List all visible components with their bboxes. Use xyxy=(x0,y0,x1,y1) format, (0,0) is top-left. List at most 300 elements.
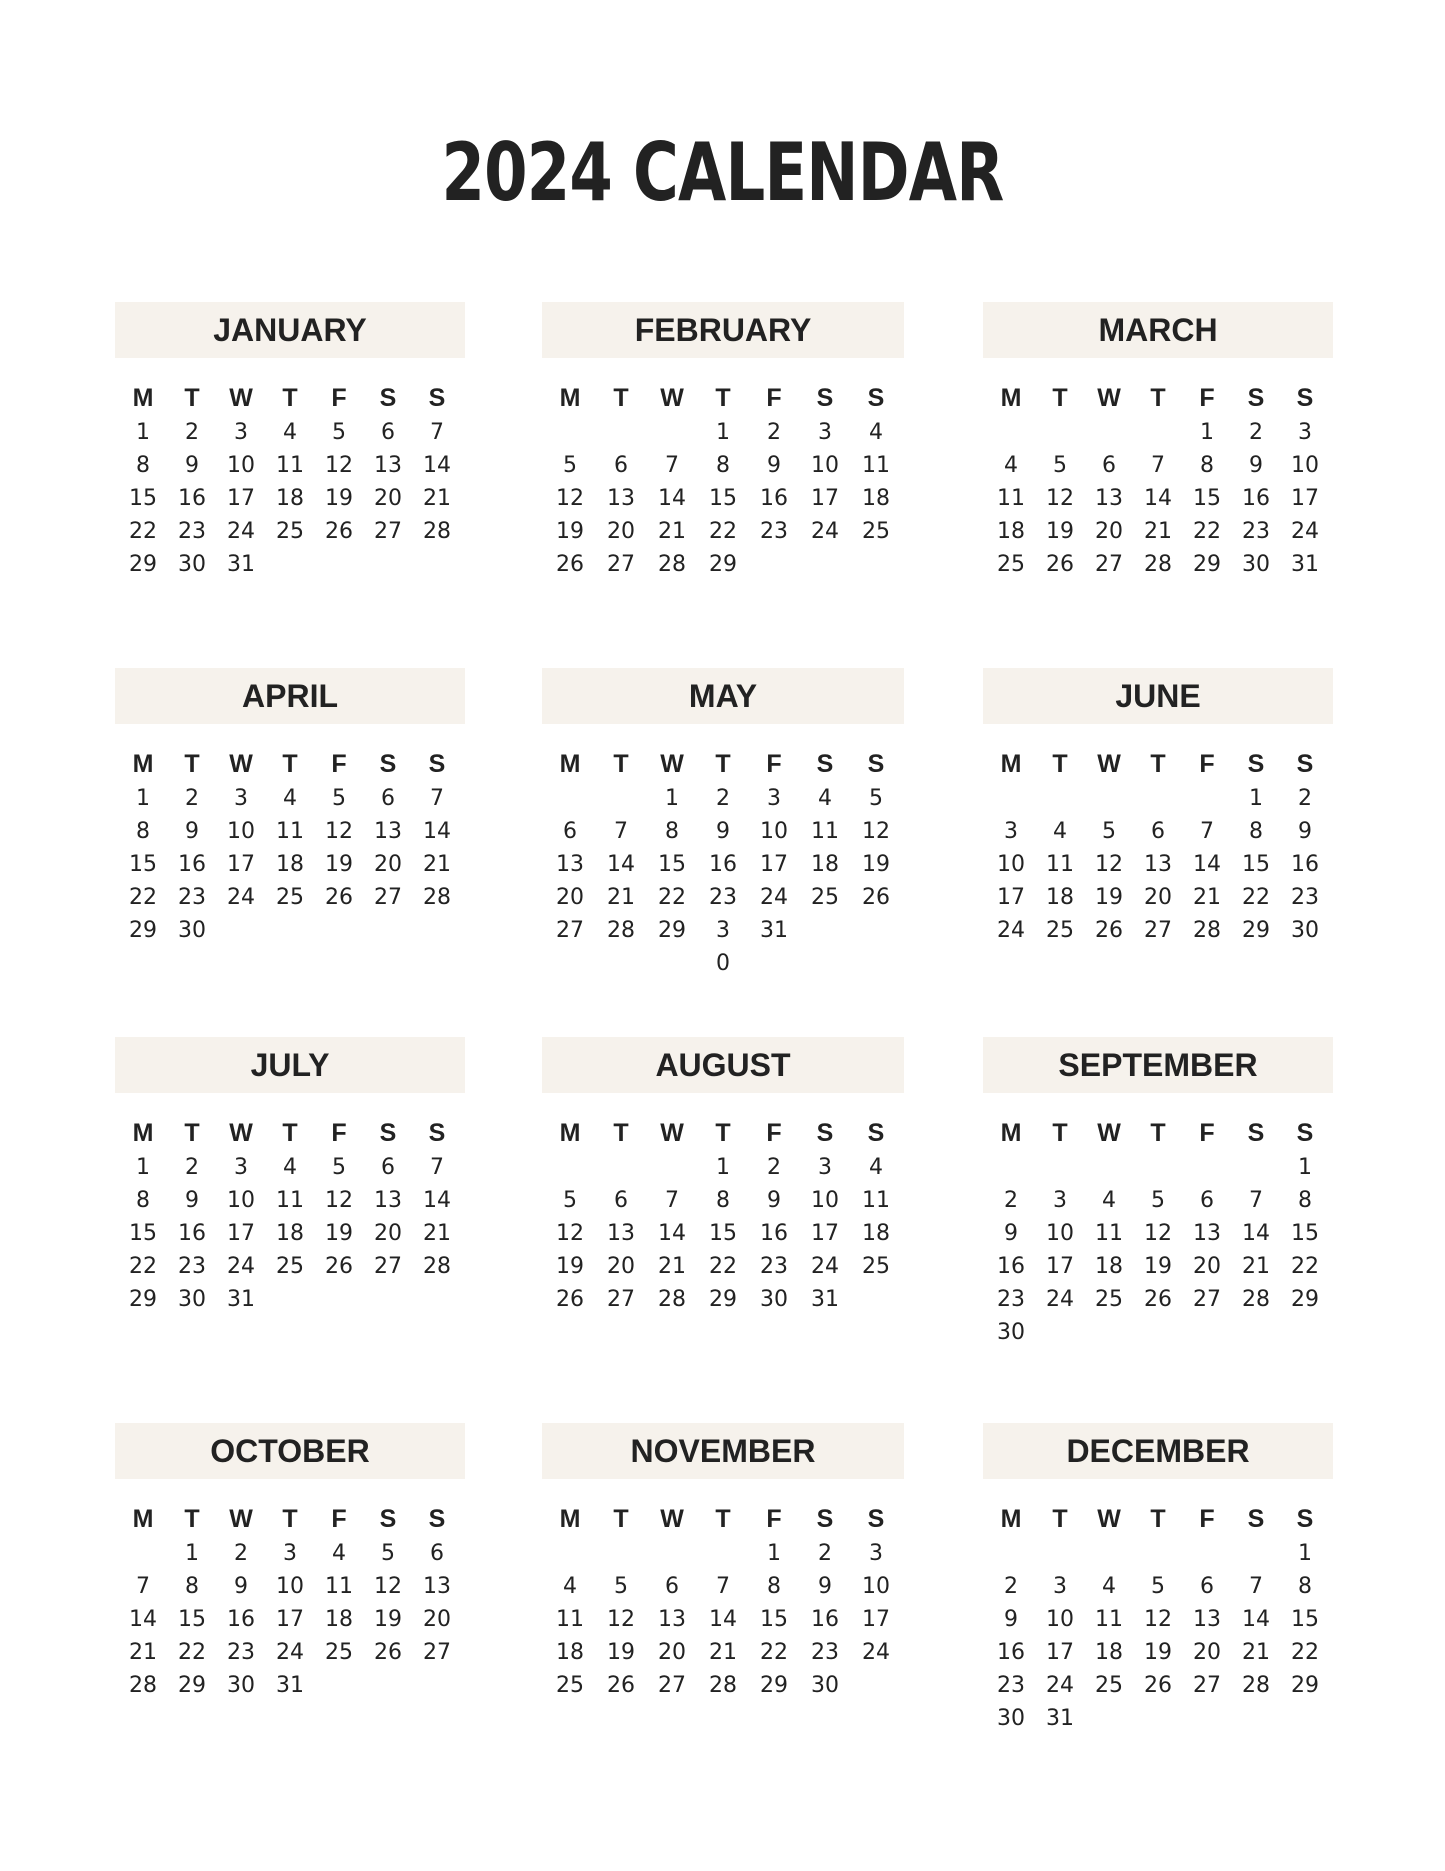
day-cell: 22 xyxy=(1291,1254,1319,1279)
month-header: JANUARY xyxy=(115,302,465,358)
day-cell: 19 xyxy=(1046,519,1074,544)
week-row xyxy=(542,1250,904,1283)
week-row xyxy=(983,1636,1333,1669)
day-cell: 26 xyxy=(607,1673,635,1698)
day-cell: 3 xyxy=(234,420,248,445)
day-cell: 14 xyxy=(1242,1607,1270,1632)
day-cell xyxy=(1089,416,1129,449)
day-cell xyxy=(856,1283,896,1316)
day-cell: 29 xyxy=(1242,918,1270,943)
day-cell: 22 xyxy=(129,1254,157,1279)
day-cell: 18 xyxy=(862,486,890,511)
day-cell: 27 xyxy=(1193,1287,1221,1312)
day-cell: 12 xyxy=(607,1607,635,1632)
day-cell: 25 xyxy=(811,885,839,910)
day-cell xyxy=(991,1151,1031,1184)
day-cell: 12 xyxy=(1144,1607,1172,1632)
day-cell: 22 xyxy=(1193,519,1221,544)
day-cell: 20 xyxy=(423,1607,451,1632)
day-cell: 27 xyxy=(423,1640,451,1665)
day-cell: 5 xyxy=(332,420,346,445)
week-row xyxy=(542,1603,904,1636)
day-cell: 23 xyxy=(997,1673,1025,1698)
day-cell xyxy=(856,947,896,980)
day-cell: 5 xyxy=(1053,453,1067,478)
day-cell xyxy=(1187,1316,1227,1349)
week-row xyxy=(115,1669,465,1702)
day-cell: 22 xyxy=(1291,1640,1319,1665)
day-cell xyxy=(1187,1537,1227,1570)
day-cell: 10 xyxy=(811,1188,839,1213)
weekday-label: W xyxy=(1097,1119,1121,1147)
day-cell: 31 xyxy=(760,918,788,943)
weekday-label: S xyxy=(1296,384,1314,412)
week-row xyxy=(115,782,465,815)
day-cell: 30 xyxy=(811,1673,839,1698)
week-row xyxy=(983,848,1333,881)
day-cell: 16 xyxy=(760,1221,788,1246)
weekday-label: M xyxy=(1000,1505,1022,1533)
weekday-label: T xyxy=(1150,1119,1166,1147)
day-cell: 22 xyxy=(129,519,157,544)
day-cell: 11 xyxy=(1095,1221,1123,1246)
day-cell: 19 xyxy=(325,852,353,877)
day-cell: 14 xyxy=(658,486,686,511)
day-cell: 8 xyxy=(1200,453,1214,478)
week-row xyxy=(983,1570,1333,1603)
day-cell: 27 xyxy=(374,519,402,544)
day-cell: 26 xyxy=(325,519,353,544)
weekday-label: S xyxy=(867,1119,885,1147)
day-cell: 7 xyxy=(1249,1574,1263,1599)
weekday-header-row xyxy=(115,1115,465,1151)
day-cell: 13 xyxy=(374,453,402,478)
day-cell: 1 xyxy=(716,420,730,445)
day-cell xyxy=(550,1537,590,1570)
day-cell: 12 xyxy=(325,819,353,844)
day-cell: 2 xyxy=(185,420,199,445)
day-cell: 24 xyxy=(760,885,788,910)
day-cell: 6 xyxy=(614,1188,628,1213)
day-cell xyxy=(1187,782,1227,815)
day-cell xyxy=(417,1283,457,1316)
week-row xyxy=(983,515,1333,548)
day-cell: 9 xyxy=(1004,1221,1018,1246)
weekday-label: S xyxy=(816,384,834,412)
day-cell: 24 xyxy=(811,1254,839,1279)
day-cell: 14 xyxy=(1193,852,1221,877)
day-cell: 11 xyxy=(276,819,304,844)
day-cell: 1 xyxy=(136,420,150,445)
day-cell: 21 xyxy=(607,885,635,910)
week-row xyxy=(542,947,904,980)
day-cell: 23 xyxy=(760,519,788,544)
day-cell: 14 xyxy=(607,852,635,877)
day-cell: 21 xyxy=(709,1640,737,1665)
day-cell: 12 xyxy=(1046,486,1074,511)
weekday-label: S xyxy=(379,1505,397,1533)
day-cell: 6 xyxy=(665,1574,679,1599)
day-cell: 20 xyxy=(1193,1640,1221,1665)
day-cell: 7 xyxy=(430,1155,444,1180)
week-row xyxy=(542,1151,904,1184)
weekday-label: M xyxy=(1000,384,1022,412)
page-title: 2024 CALENDAR xyxy=(441,126,1004,219)
week-row xyxy=(542,515,904,548)
day-cell: 11 xyxy=(862,1188,890,1213)
weekday-label: M xyxy=(1000,1119,1022,1147)
month-header: JUNE xyxy=(983,668,1333,724)
day-cell xyxy=(856,548,896,581)
day-cell: 1 xyxy=(1298,1155,1312,1180)
day-cell: 28 xyxy=(423,1254,451,1279)
weekday-label: T xyxy=(1052,1505,1068,1533)
day-cell xyxy=(601,416,641,449)
day-cell: 12 xyxy=(374,1574,402,1599)
day-cell: 11 xyxy=(1095,1607,1123,1632)
weekday-label: S xyxy=(379,750,397,778)
day-cell: 30 xyxy=(227,1673,255,1698)
day-cell: 4 xyxy=(869,420,883,445)
day-cell: 9 xyxy=(1004,1607,1018,1632)
week-row xyxy=(115,482,465,515)
day-cell xyxy=(703,1537,743,1570)
day-cell xyxy=(319,914,359,947)
week-row xyxy=(983,1702,1333,1735)
day-cell: 13 xyxy=(423,1574,451,1599)
month-may xyxy=(542,668,904,980)
weekday-label: S xyxy=(428,750,446,778)
week-row xyxy=(983,881,1333,914)
month-header: SEPTEMBER xyxy=(983,1037,1333,1093)
day-cell: 18 xyxy=(1046,885,1074,910)
day-cell: 2 xyxy=(1298,786,1312,811)
day-cell: 17 xyxy=(276,1607,304,1632)
day-cell: 11 xyxy=(997,486,1025,511)
weekday-header-row xyxy=(115,746,465,782)
day-cell: 27 xyxy=(658,1673,686,1698)
week-row xyxy=(983,1151,1333,1184)
day-cell: 23 xyxy=(178,885,206,910)
day-cell: 2 xyxy=(767,1155,781,1180)
week-row xyxy=(983,782,1333,815)
day-cell: 10 xyxy=(1291,453,1319,478)
week-row xyxy=(115,815,465,848)
day-cell: 19 xyxy=(325,1221,353,1246)
day-cell: 13 xyxy=(1193,1607,1221,1632)
day-cell: 18 xyxy=(325,1607,353,1632)
day-cell: 28 xyxy=(423,885,451,910)
day-cell xyxy=(1236,1537,1276,1570)
weekday-label: W xyxy=(1097,384,1121,412)
day-cell xyxy=(601,947,641,980)
day-cell xyxy=(652,1537,692,1570)
day-cell: 11 xyxy=(276,1188,304,1213)
day-cell: 14 xyxy=(423,453,451,478)
weekday-label: F xyxy=(766,384,782,412)
day-cell: 3 xyxy=(1053,1574,1067,1599)
day-cell xyxy=(652,1151,692,1184)
weekday-label: T xyxy=(184,1119,200,1147)
day-cell: 16 xyxy=(997,1254,1025,1279)
day-cell: 19 xyxy=(1095,885,1123,910)
day-cell: 13 xyxy=(607,486,635,511)
day-cell: 10 xyxy=(227,819,255,844)
day-cell: 10 xyxy=(862,1574,890,1599)
day-cell: 10 xyxy=(227,453,255,478)
weekday-label: S xyxy=(1296,1119,1314,1147)
day-cell: 25 xyxy=(1095,1673,1123,1698)
week-row xyxy=(983,1217,1333,1250)
day-cell: 2 xyxy=(234,1541,248,1566)
day-cell: 23 xyxy=(997,1287,1025,1312)
weekday-label: S xyxy=(379,1119,397,1147)
day-cell: 10 xyxy=(227,1188,255,1213)
day-cell: 30 xyxy=(1242,552,1270,577)
week-row xyxy=(542,1636,904,1669)
day-cell: 16 xyxy=(178,1221,206,1246)
day-cell: 5 xyxy=(563,453,577,478)
day-cell xyxy=(652,416,692,449)
day-cell: 21 xyxy=(658,519,686,544)
day-cell: 7 xyxy=(430,420,444,445)
day-cell: 21 xyxy=(1242,1254,1270,1279)
day-cell xyxy=(123,1537,163,1570)
day-cell: 10 xyxy=(811,453,839,478)
day-cell: 23 xyxy=(227,1640,255,1665)
day-cell: 8 xyxy=(1298,1188,1312,1213)
day-cell: 8 xyxy=(185,1574,199,1599)
day-cell: 24 xyxy=(811,519,839,544)
weekday-label: T xyxy=(613,384,629,412)
day-cell: 2 xyxy=(1249,420,1263,445)
day-cell: 17 xyxy=(227,852,255,877)
week-row xyxy=(983,1250,1333,1283)
day-cell: 17 xyxy=(811,486,839,511)
week-row xyxy=(542,815,904,848)
day-cell: 21 xyxy=(1193,885,1221,910)
weekday-label: T xyxy=(282,1505,298,1533)
month-june xyxy=(983,668,1333,947)
day-cell: 19 xyxy=(1144,1640,1172,1665)
weekday-label: F xyxy=(1199,1119,1215,1147)
day-cell: 13 xyxy=(374,1188,402,1213)
day-cell: 13 xyxy=(1144,852,1172,877)
day-cell: 10 xyxy=(1046,1221,1074,1246)
weekday-label: S xyxy=(428,1505,446,1533)
day-cell: 12 xyxy=(325,1188,353,1213)
day-cell: 4 xyxy=(332,1541,346,1566)
day-cell: 24 xyxy=(227,519,255,544)
day-cell: 6 xyxy=(1200,1188,1214,1213)
month-october xyxy=(115,1423,465,1702)
weekday-label: W xyxy=(229,750,253,778)
weekday-label: T xyxy=(184,750,200,778)
day-cell: 24 xyxy=(276,1640,304,1665)
day-cell: 9 xyxy=(716,819,730,844)
weekday-label: F xyxy=(331,1119,347,1147)
day-cell: 7 xyxy=(136,1574,150,1599)
day-cell: 25 xyxy=(862,519,890,544)
weekday-label: T xyxy=(715,384,731,412)
day-cell xyxy=(601,1537,641,1570)
weekday-label: S xyxy=(1296,750,1314,778)
day-cell: 2 xyxy=(818,1541,832,1566)
day-cell xyxy=(417,1669,457,1702)
week-row xyxy=(115,1570,465,1603)
month-july xyxy=(115,1037,465,1316)
day-cell: 20 xyxy=(1144,885,1172,910)
day-cell: 3 xyxy=(767,786,781,811)
month-header: JULY xyxy=(115,1037,465,1093)
day-cell: 16 xyxy=(227,1607,255,1632)
day-cell: 29 xyxy=(129,918,157,943)
day-cell: 7 xyxy=(614,819,628,844)
day-cell: 30 xyxy=(760,1287,788,1312)
day-cell: 18 xyxy=(1095,1640,1123,1665)
day-cell: 6 xyxy=(614,453,628,478)
day-cell: 16 xyxy=(811,1607,839,1632)
day-cell: 17 xyxy=(1046,1640,1074,1665)
week-row xyxy=(983,1603,1333,1636)
day-cell: 10 xyxy=(1046,1607,1074,1632)
day-cell: 6 xyxy=(563,819,577,844)
weekday-label: T xyxy=(184,384,200,412)
day-cell xyxy=(1236,1316,1276,1349)
week-row xyxy=(115,449,465,482)
day-cell: 23 xyxy=(811,1640,839,1665)
day-cell: 4 xyxy=(283,420,297,445)
day-cell: 11 xyxy=(1046,852,1074,877)
day-cell xyxy=(754,548,794,581)
day-cell: 28 xyxy=(129,1673,157,1698)
day-cell: 31 xyxy=(811,1287,839,1312)
day-cell: 29 xyxy=(658,918,686,943)
weekday-label: S xyxy=(816,1505,834,1533)
day-cell: 28 xyxy=(1144,552,1172,577)
weekday-label: T xyxy=(715,1119,731,1147)
day-cell: 6 xyxy=(1200,1574,1214,1599)
week-row xyxy=(983,1316,1333,1349)
day-cell xyxy=(1138,1316,1178,1349)
day-cell: 12 xyxy=(862,819,890,844)
day-cell: 14 xyxy=(423,1188,451,1213)
day-cell xyxy=(991,782,1031,815)
day-cell xyxy=(1138,1537,1178,1570)
day-cell: 4 xyxy=(283,786,297,811)
week-row xyxy=(542,449,904,482)
weekday-label: S xyxy=(379,384,397,412)
day-cell xyxy=(550,1151,590,1184)
day-cell: 29 xyxy=(760,1673,788,1698)
day-cell: 30 xyxy=(1291,918,1319,943)
day-cell: 27 xyxy=(1193,1673,1221,1698)
weekday-label: T xyxy=(613,1505,629,1533)
day-cell: 16 xyxy=(1242,486,1270,511)
weekday-label: T xyxy=(1052,384,1068,412)
week-row xyxy=(983,482,1333,515)
day-cell: 27 xyxy=(374,885,402,910)
day-cell: 27 xyxy=(607,552,635,577)
day-cell: 22 xyxy=(709,519,737,544)
day-cell xyxy=(601,782,641,815)
weekday-label: S xyxy=(816,750,834,778)
day-cell: 15 xyxy=(1193,486,1221,511)
day-cell: 7 xyxy=(665,453,679,478)
day-cell: 16 xyxy=(1291,852,1319,877)
weekday-label: T xyxy=(1150,384,1166,412)
month-header: AUGUST xyxy=(542,1037,904,1093)
week-row xyxy=(115,848,465,881)
day-cell: 26 xyxy=(1144,1287,1172,1312)
day-cell: 20 xyxy=(607,519,635,544)
day-cell: 8 xyxy=(136,453,150,478)
week-row xyxy=(983,548,1333,581)
weekday-label: F xyxy=(766,750,782,778)
day-cell: 6 xyxy=(381,1155,395,1180)
week-row xyxy=(115,914,465,947)
day-cell: 11 xyxy=(811,819,839,844)
day-cell: 26 xyxy=(556,1287,584,1312)
day-cell: 26 xyxy=(325,1254,353,1279)
day-cell xyxy=(550,947,590,980)
weekday-label: M xyxy=(559,384,581,412)
weekday-label: W xyxy=(229,1119,253,1147)
day-cell: 1 xyxy=(1298,1541,1312,1566)
weekday-label: M xyxy=(132,384,154,412)
day-cell: 23 xyxy=(178,519,206,544)
weekday-label: T xyxy=(1150,750,1166,778)
weekday-label: S xyxy=(867,1505,885,1533)
day-cell: 29 xyxy=(129,552,157,577)
weekday-label: S xyxy=(1247,1119,1265,1147)
day-cell: 14 xyxy=(1242,1221,1270,1246)
day-cell: 3 xyxy=(1298,420,1312,445)
day-cell: 4 xyxy=(818,786,832,811)
day-cell xyxy=(368,548,408,581)
day-cell xyxy=(368,914,408,947)
day-cell: 3 xyxy=(818,1155,832,1180)
day-cell: 17 xyxy=(862,1607,890,1632)
day-cell: 19 xyxy=(374,1607,402,1632)
day-cell: 11 xyxy=(325,1574,353,1599)
day-cell: 1 xyxy=(136,786,150,811)
day-cell xyxy=(601,1151,641,1184)
day-cell: 11 xyxy=(862,453,890,478)
day-cell: 19 xyxy=(607,1640,635,1665)
day-cell: 13 xyxy=(374,819,402,844)
day-cell: 21 xyxy=(658,1254,686,1279)
day-cell xyxy=(1236,1151,1276,1184)
week-row xyxy=(542,1184,904,1217)
day-cell: 23 xyxy=(178,1254,206,1279)
day-cell xyxy=(270,1283,310,1316)
weekday-label: F xyxy=(766,1505,782,1533)
day-cell: 1 xyxy=(665,786,679,811)
day-cell: 18 xyxy=(997,519,1025,544)
day-cell: 18 xyxy=(811,852,839,877)
day-cell xyxy=(805,548,845,581)
weekday-header-row xyxy=(983,1501,1333,1537)
weekday-label: W xyxy=(660,750,684,778)
weekday-label: F xyxy=(331,384,347,412)
day-cell: 27 xyxy=(556,918,584,943)
day-cell: 14 xyxy=(423,819,451,844)
day-cell: 4 xyxy=(1102,1188,1116,1213)
day-cell: 18 xyxy=(556,1640,584,1665)
day-cell: 15 xyxy=(709,1221,737,1246)
day-cell: 25 xyxy=(325,1640,353,1665)
